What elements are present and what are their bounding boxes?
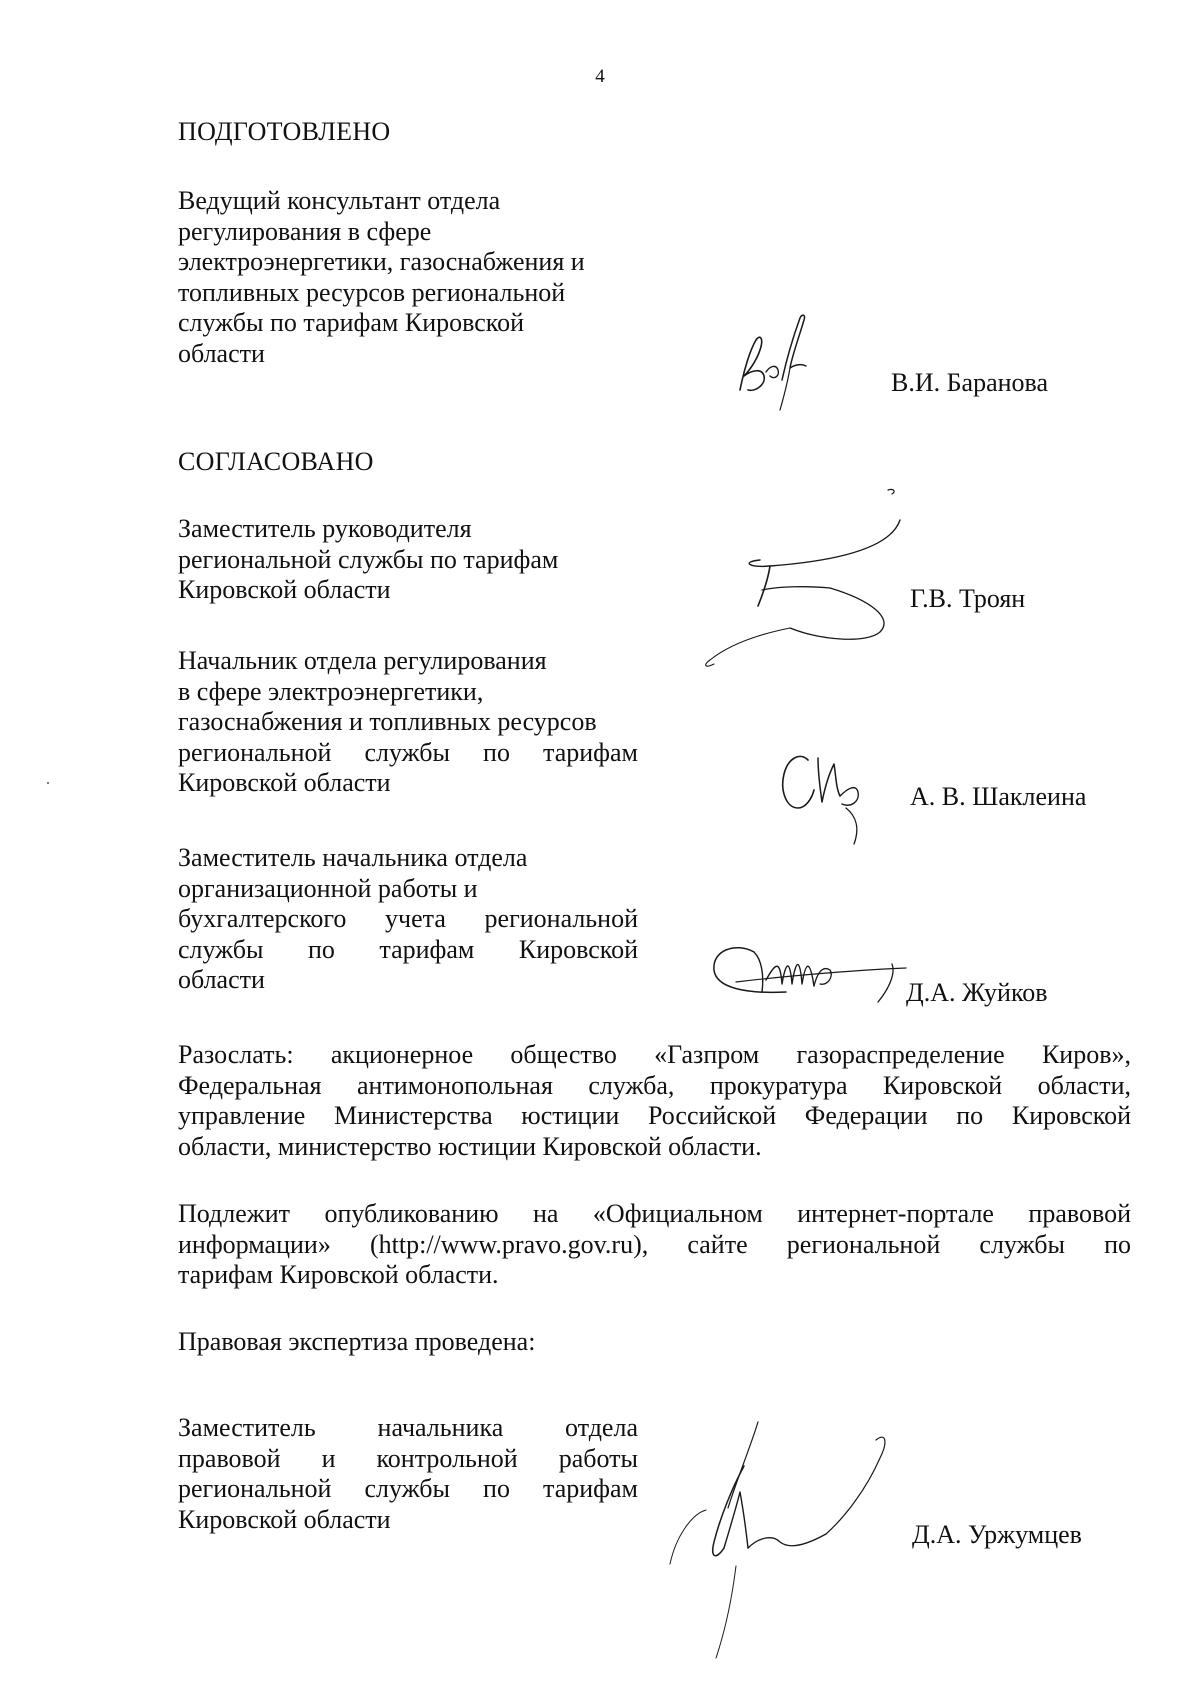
scan-artifact [47, 782, 49, 784]
handwritten-signature [670, 490, 910, 680]
position-line: газоснабжения и топливных ресурсов [178, 707, 597, 736]
signer-position [178, 514, 638, 606]
position-line: региональной службы по тарифам [178, 737, 638, 767]
position-line: Кировской области [178, 768, 391, 797]
agreed-heading: СОГЛАСОВАНО [178, 447, 374, 476]
signer-position [178, 646, 638, 799]
signer-name: Д.А. Уржумцев [912, 1520, 1082, 1549]
position-line: топливных ресурсов региональной [178, 277, 566, 307]
legal-review-heading: Правовая экспертиза проведена: [178, 1327, 536, 1356]
signer-name: Г.В. Троян [910, 584, 1026, 613]
paragraph-line: Федеральная антимонопольная служба, прокуратура Кировской области, [178, 1070, 1131, 1100]
position-line: региональной службы по тарифам [178, 1474, 638, 1503]
paragraph-line: тарифам Кировской области. [178, 1260, 499, 1289]
prepared-position [178, 186, 638, 369]
position-line: бухгалтерского учета региональной [178, 904, 638, 933]
signer-name: В.И. Баранова [891, 368, 1049, 397]
legal-review-position [178, 1413, 638, 1535]
signer-position [178, 843, 638, 996]
handwritten-signature [640, 1418, 900, 1668]
handwritten-signature [730, 310, 820, 420]
paragraph-line: Подлежит опубликованию на «Официальном интернет-портале правовой [178, 1199, 1131, 1228]
position-line: Ведущий консультант отдела [178, 186, 501, 215]
position-line: Кировской области [178, 575, 391, 604]
paragraph-line: управление Министерства юстиции Российской Федерации по Кировской [178, 1101, 1131, 1130]
position-line: области [178, 338, 265, 368]
position-line: службы по тарифам Кировской [178, 934, 638, 964]
position-line: Начальник отдела регулирования [178, 646, 547, 675]
position-line: электроэнергетики, газоснабжения и [178, 247, 585, 276]
handwritten-signature [778, 752, 878, 862]
distribution-paragraph [178, 1040, 1131, 1162]
position-line: службы по тарифам Кировской [178, 308, 525, 337]
position-line: Кировской области [178, 1504, 391, 1534]
position-line: организационной работы и [178, 873, 478, 903]
page-number: 4 [595, 66, 605, 87]
position-line: Заместитель руководителя [178, 514, 472, 543]
publication-paragraph [178, 1199, 1131, 1291]
paragraph-line: Разослать: акционерное общество «Газпром газораспределение Киров», [178, 1040, 1131, 1069]
handwritten-signature [706, 940, 916, 1010]
signer-name: А. В. Шаклеина [910, 782, 1087, 811]
paragraph-line: области, министерство юстиции Кировской области. [178, 1131, 762, 1161]
signer-name: Д.А. Жуйков [906, 978, 1048, 1007]
position-line: регулирования в сфере [178, 216, 432, 246]
position-line: Заместитель начальника отдела [178, 843, 528, 872]
prepared-heading: ПОДГОТОВЛЕНО [178, 117, 391, 146]
position-line: региональной службы по тарифам [178, 544, 559, 574]
paragraph-line: информации» (http://www.pravo.gov.ru), сайте региональной службы по [178, 1229, 1131, 1259]
position-line: в сфере электроэнергетики, [178, 676, 484, 706]
position-line: области [178, 965, 265, 994]
position-line: правовой и контрольной работы [178, 1443, 638, 1473]
position-line: Заместитель начальника отдела [178, 1413, 638, 1442]
